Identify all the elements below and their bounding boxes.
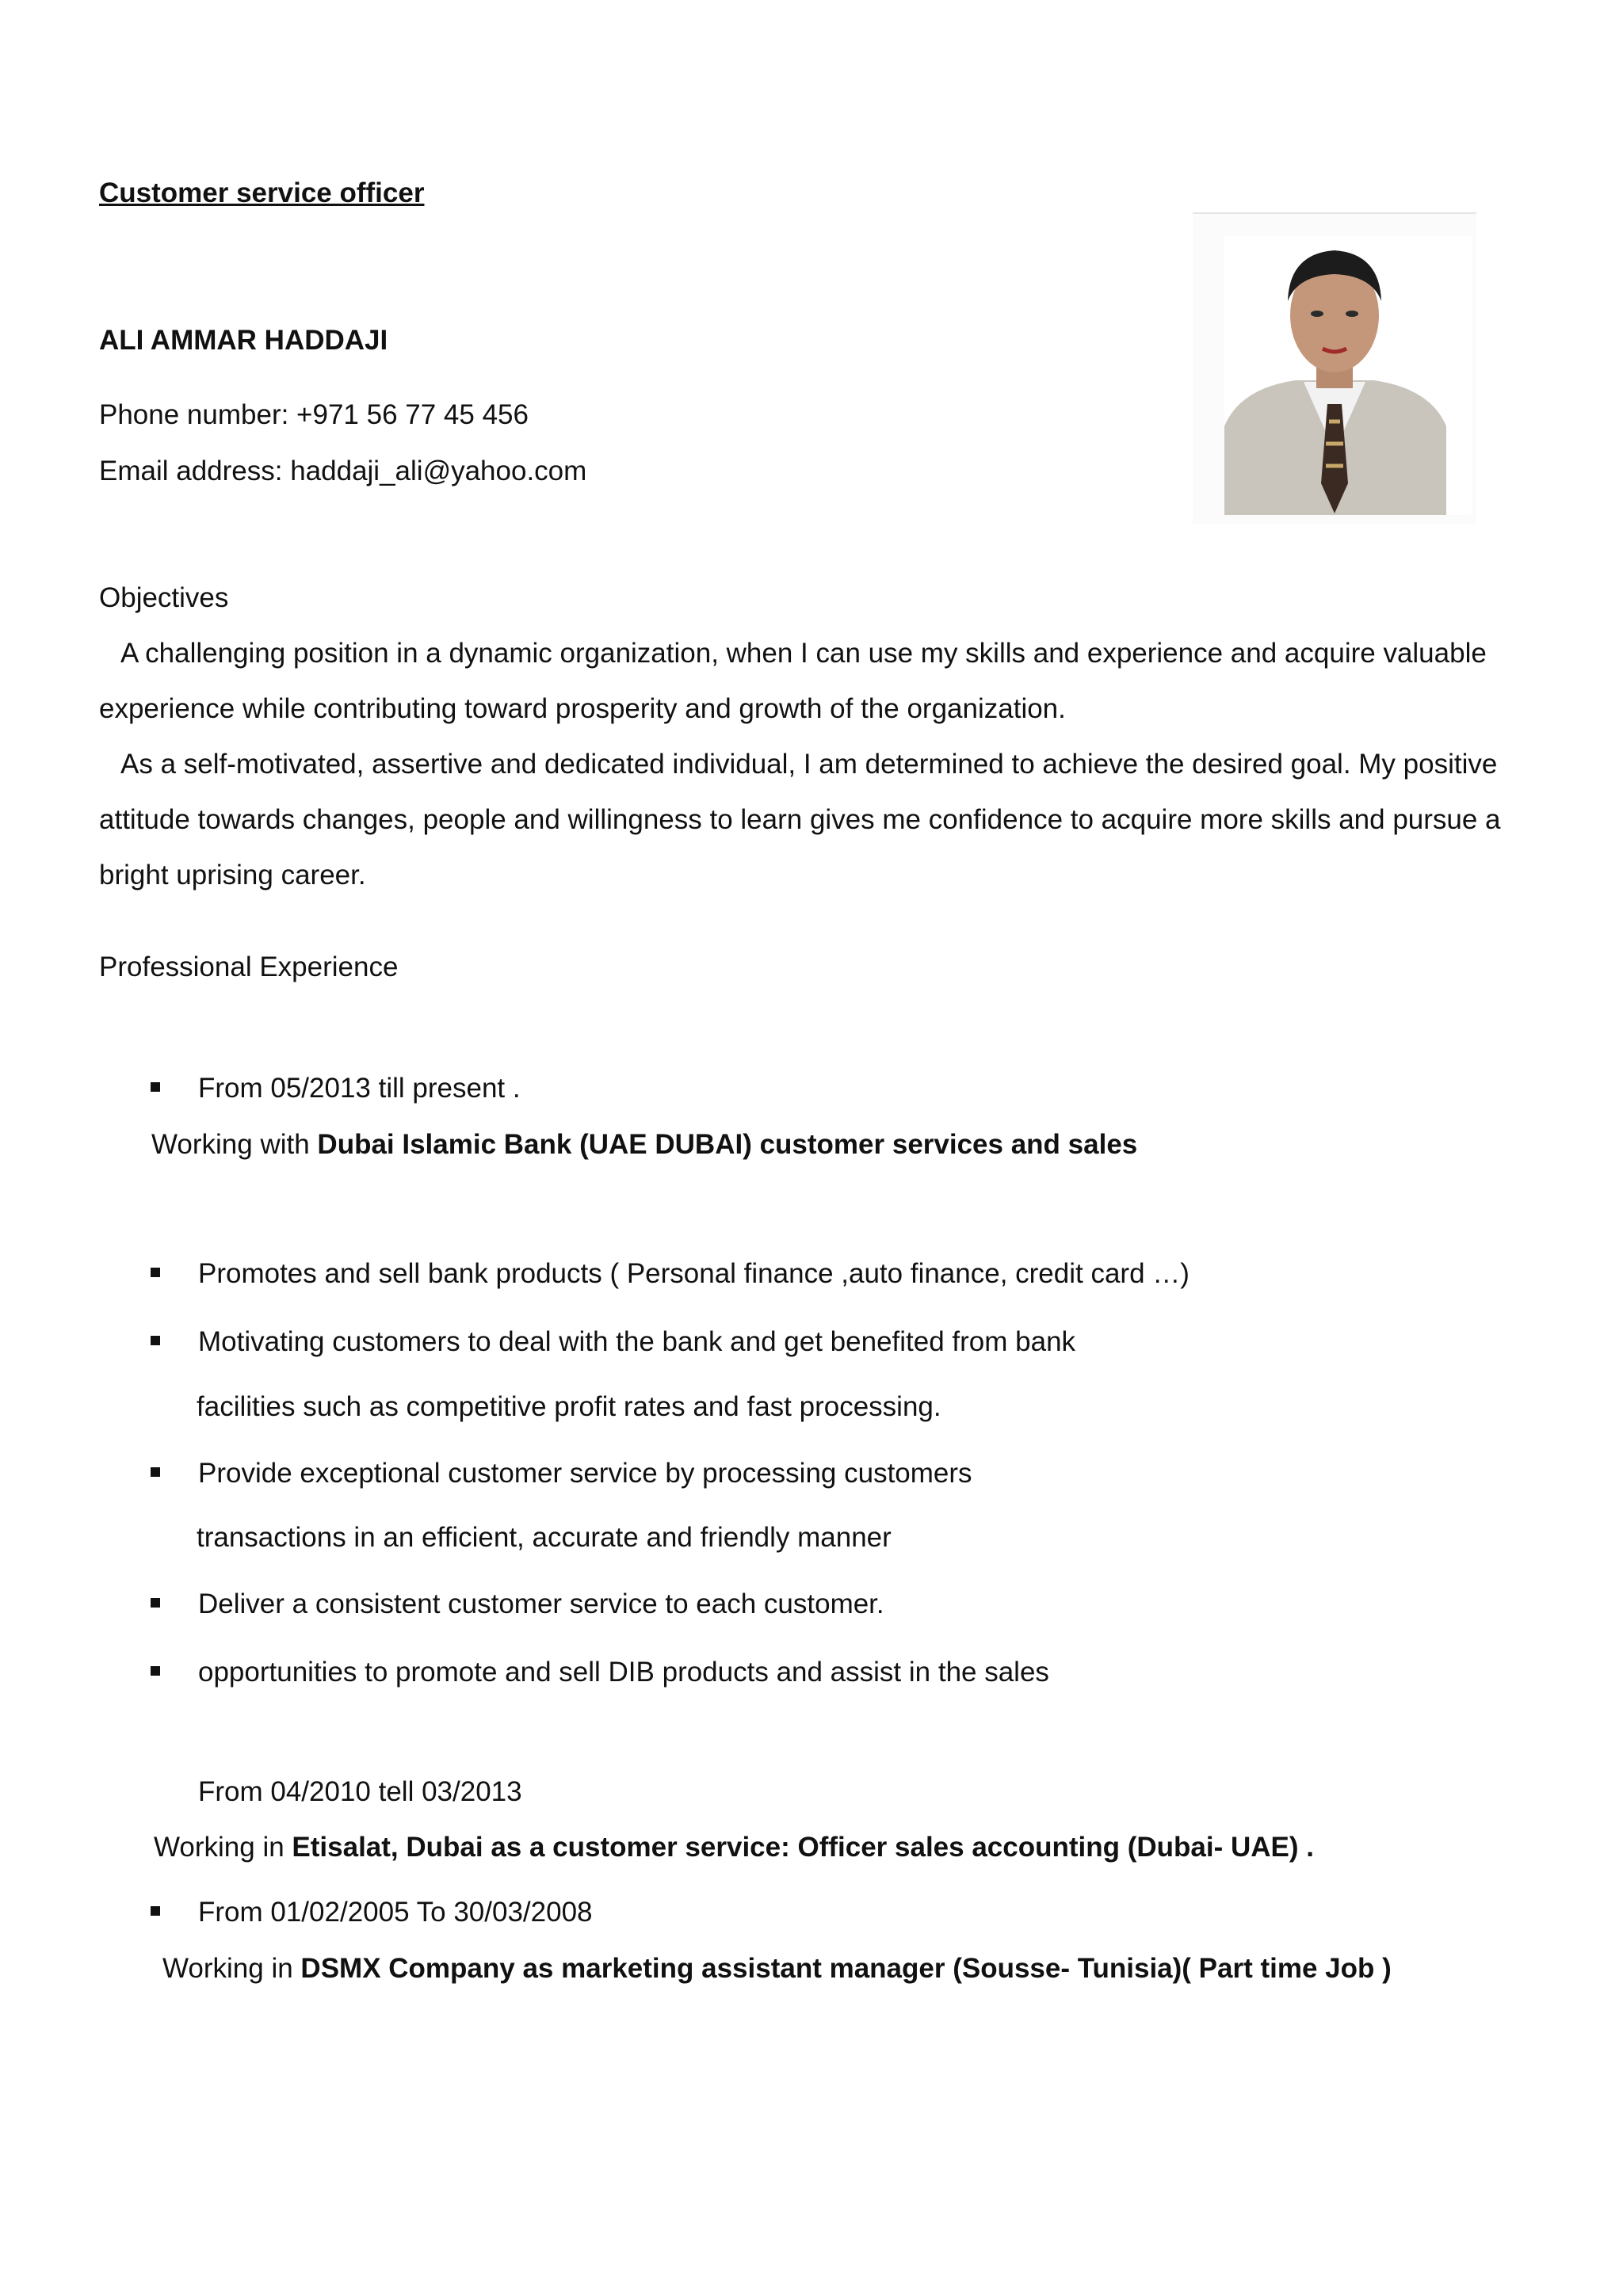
job2-prefix: Working in: [154, 1832, 292, 1863]
job-title: Customer service officer: [99, 177, 425, 208]
bullet-icon: [151, 1268, 160, 1277]
job1-duty-3: Provide exceptional customer service by processing customers: [198, 1458, 972, 1489]
objectives-line-3: As a self-motivated, assertive and dedicated individual, I am determined to achieve the desired goal. My positive: [120, 749, 1498, 780]
job1-employer: Dubai Islamic Bank (UAE DUBAI) customer services and sales: [317, 1129, 1138, 1160]
experience-heading: Professional Experience: [99, 952, 399, 982]
job3-employer: DSMX Company as marketing assistant manager (Sousse- Tunisia)( Part time Job ): [300, 1953, 1392, 1984]
job1-prefix: Working with: [151, 1129, 318, 1160]
candidate-name: ALI AMMAR HADDAJI: [99, 325, 388, 356]
job3-prefix: Working in: [162, 1953, 301, 1984]
objectives-line-1: A challenging position in a dynamic organization, when I can use my skills and experience and acquire valuable: [120, 638, 1487, 669]
bullet-icon: [151, 1336, 160, 1345]
job2-employer: Etisalat, Dubai as a customer service: Officer sales accounting (Dubai- UAE) .: [292, 1832, 1314, 1863]
profile-photo: [1193, 212, 1476, 524]
job1-duty-5: opportunities to promote and sell DIB products and assist in the sales: [198, 1657, 1049, 1688]
objectives-line-2: experience while contributing toward prosperity and growth of the organization.: [99, 693, 1066, 724]
objectives-heading: Objectives: [99, 582, 229, 613]
email-address: Email address: haddaji_ali@yahoo.com: [99, 456, 587, 486]
job2-period: From 04/2010 tell 03/2013: [198, 1776, 522, 1807]
job1-duty-3-cont: transactions in an efficient, accurate and friendly manner: [197, 1522, 892, 1553]
bullet-icon: [151, 1082, 160, 1092]
bullet-icon: [151, 1598, 160, 1608]
job1-duty-4: Deliver a consistent customer service to each customer.: [198, 1589, 884, 1619]
job1-duty-1: Promotes and sell bank products ( Personal finance ,auto finance, credit card …): [198, 1258, 1190, 1289]
job1-duty-2-cont: facilities such as competitive profit rates and fast processing.: [197, 1391, 941, 1422]
phone-number: Phone number: +971 56 77 45 456: [99, 399, 529, 430]
bullet-icon: [151, 1906, 160, 1916]
job1-duty-2: Motivating customers to deal with the bank and get benefited from bank: [198, 1326, 1076, 1357]
objectives-line-5: bright uprising career.: [99, 860, 366, 891]
job2-employer-line: [154, 1830, 1314, 1865]
job3-employer-line: [162, 1951, 1392, 1986]
bullet-icon: [151, 1666, 160, 1676]
portrait-icon: [1193, 214, 1476, 524]
bullet-icon: [151, 1467, 160, 1477]
job1-period: From 05/2013 till present .: [198, 1073, 521, 1104]
job3-period: From 01/02/2005 To 30/03/2008: [198, 1897, 593, 1928]
objectives-line-4: attitude towards changes, people and willingness to learn gives me confidence to acquire more skills and pursue a: [99, 804, 1501, 835]
job1-employer-line: [151, 1127, 1137, 1162]
